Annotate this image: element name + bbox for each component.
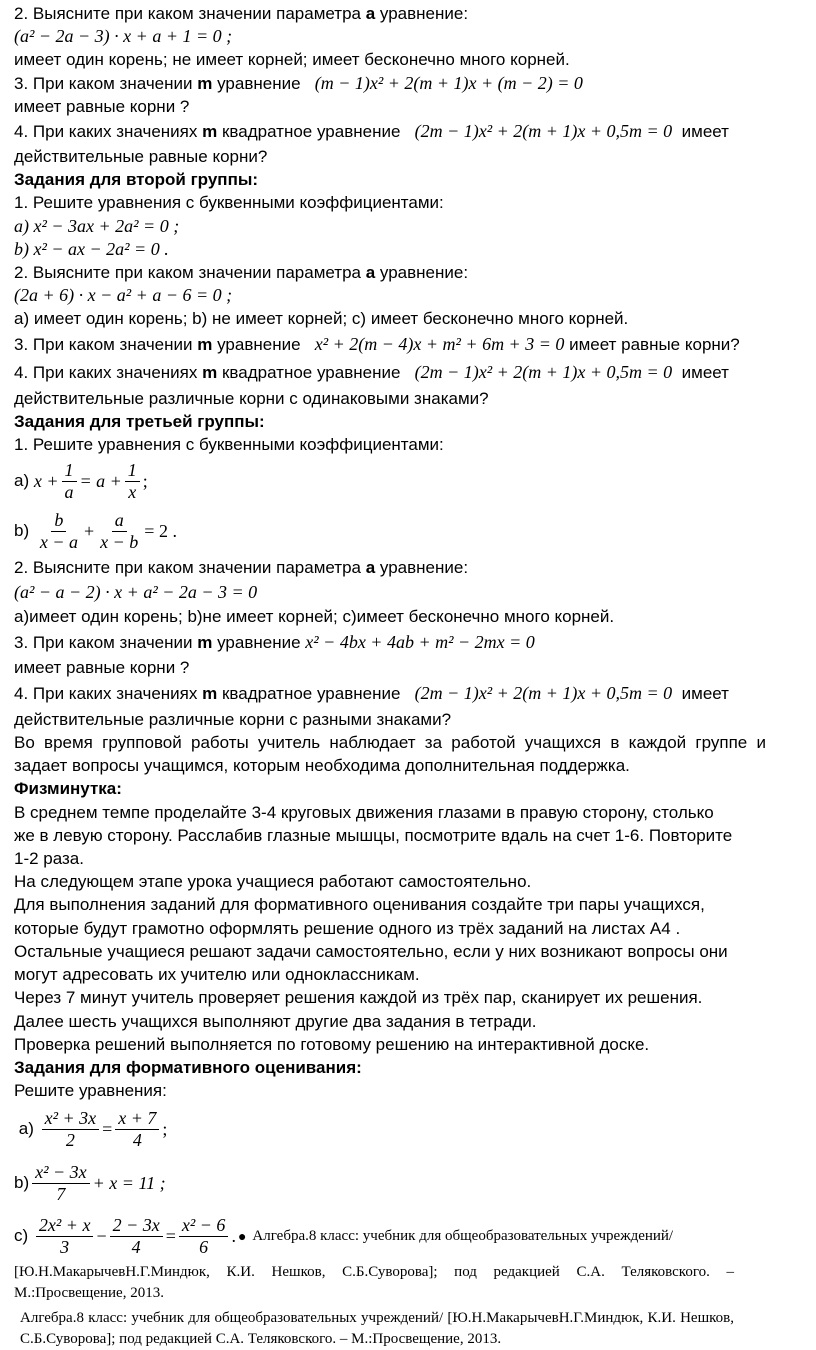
fraction: $\frac{2 - 3x}{4}$ [110,1215,163,1258]
formative-eq-b: b) $\frac{\text{x² − 3x}}{7}$ + x = 11 ; [14,1161,166,1204]
g3-task1a: а) x + $\frac{1}{a}$ = a + $\frac{1}{x}$ ; [14,459,148,502]
g1-task2-equation: (a² − 2a − 3) · x + a + 1 = 0 ; [14,26,233,47]
g3-task2-line: 2. Выясните при каком значении параметра а уравнение: [14,558,469,578]
reference-1-cont: [Ю.Н.МакарычевН.Г.Миндюк, К.И. Нешков, С.Б.Суворова]; под редакцией С.А. Теляковского. – М.:Просвещение, 2013. [14,1264,734,1302]
formative-eq-a: а) $\frac{\text{x² + 3x}}{2}$ = $\frac{x + 7}{4}$ ; [18,1107,168,1150]
reference-1-start: Алгебра.8 класс: учебник для общеобразовательных учреждений/ [252,1227,674,1244]
phys-title: Физминутка: [14,779,122,799]
paragraph-3b: могут адресовать их учителю или одноклассникам. [14,965,420,985]
g1-task4-end: действительные равные корни? [14,147,268,167]
paragraph-1: На следующем этапе урока учащиеся работают самостоятельно. [14,872,532,892]
g2-task2-line: 2. Выясните при каком значении параметра а уравнение: [14,263,469,283]
g2-task4-equation: (2m − 1)x² + 2(m + 1)x + 0,5m = 0 [414,361,673,382]
paragraph-4a: Через 7 минут учитель проверяет решения каждой из трёх пар, сканирует их решения. [14,988,703,1008]
g1-task4-equation: (2m − 1)x² + 2(m + 1)x + 0,5m = 0 [414,121,673,142]
g2-task2-equation: (2a + 6) · x − a² + a − 6 = 0 ; [14,285,233,306]
g1-task4-line: 4. При каких значениях m квадратное уравнение (2m − 1)x² + 2(m + 1)x + 0,5m = 0 имеет [14,121,729,142]
fraction: $\frac{\text{x² − 6}}{6}$ [179,1215,229,1258]
g1-task3-equation: (m − 1)x² + 2(m + 1)x + (m − 2) = 0 [314,72,583,93]
fraction: $\frac{b}{x - a}$ [39,509,78,552]
g2-task3-line: 3. При каком значении m уравнение x² + 2(m − 4)x + m² + 6m + 3 = 0 имеет равные корни? [14,333,740,354]
fraction: $\frac{\text{2x² + x}}{3}$ [36,1215,94,1258]
g3-task4-equation: (2m − 1)x² + 2(m + 1)x + 0,5m = 0 [414,682,673,703]
g3-task4-end: действительные различные корни с разными знаками? [14,709,452,729]
paragraph-5: Проверка решений выполняется по готовому решению на интерактивной доске. [14,1034,650,1054]
fraction: $\frac{1}{a}$ [62,460,77,503]
fraction: $\frac{a}{x - b}$ [100,509,139,552]
g2-task4-line: 4. При каких значениях m квадратное уравнение (2m − 1)x² + 2(m + 1)x + 0,5m = 0 имеет [14,361,729,382]
formative-intro: Решите уравнения: [14,1081,167,1101]
phys-line-3: 1-2 раза. [14,849,84,869]
g2-task1: 1. Решите уравнения с буквенными коэффициентами: [14,193,444,213]
document-page [14,2,804,1350]
phys-line-1: В среднем темпе проделайте 3-4 круговых движения глазами в правую сторону, столько [14,802,714,822]
g3-task4-line: 4. При каких значениях m квадратное уравнение (2m − 1)x² + 2(m + 1)x + 0,5m = 0 имеет [14,682,729,703]
g1-task2-line: 2. Выясните при каком значении параметра а уравнение: [14,4,469,23]
g3-task1: 1. Решите уравнения с буквенными коэффициентами: [14,435,444,455]
formative-eq-c: c) $\frac{\text{2x² + x}}{3}$ − $\frac{2 - 3x}{4}$ = $\frac{\text{x² − 6}}{6}$ . ● Алгебра.8 класс: учебник для общеобразовательных учреждений/ [14,1214,674,1257]
phys-line-2: же в левую сторону. Расслабив глазные мышцы, посмотрите вдаль на счет 1-6. Повторите [14,825,733,845]
paragraph-2b: которые будут грамотно оформлять решение одного из трёх заданий на листах А4 . [14,918,681,938]
g2-task1a: а) x² − 3ax + 2a² = 0 ; [14,215,180,236]
g3-task2-cases: а)имеет один корень; b)не имеет корней; c)имеет бесконечно много корней. [14,607,615,627]
g2-task1b: b) x² − ax − 2a² = 0 . [14,238,169,259]
g2-title: Задания для второй группы: [14,170,259,190]
g3-task2-equation: (a² − a − 2) · x + a² − 2a − 3 = 0 [14,582,258,603]
g3-task1b: b) $\frac{b}{x - a}$ + $\frac{a}{x - b}$ = 2 . [14,509,177,552]
g1-task3-question: имеет равные корни ? [14,96,190,116]
g2-task4-end: действительные различные корни с одинаковыми знаками? [14,388,489,408]
bullet-icon: ● [237,1228,247,1245]
paragraph-4b: Далее шесть учащихся выполняют другие два задания в тетради. [14,1011,537,1031]
fraction: $\frac{\text{x² + 3x}}{2}$ [42,1108,100,1151]
paragraph-2a: Для выполнения заданий для формативного оценивания создайте три пары учащихся, [14,895,705,915]
g1-task3-line: 3. При каком значении m уравнение (m − 1)x² + 2(m + 1)x + (m − 2) = 0 [14,72,583,93]
fraction: $\frac{1}{x}$ [125,460,140,503]
paragraph-3a: Остальные учащиеся решают задачи самостоятельно, если у них возникают вопросы они [14,941,728,961]
formative-title: Задания для формативного оценивания: [14,1057,362,1077]
g3-task3-equation: x² − 4bx + 4ab + m² − 2mx = 0 [305,631,535,652]
g2-task3-equation: x² + 2(m − 4)x + m² + 6m + 3 = 0 [314,333,565,354]
g3-task3-line: 3. При каком значении m уравнение x² − 4bx + 4ab + m² − 2mx = 0 [14,631,535,652]
g1-task2-cases: имеет один корень; не имеет корней; имеет бесконечно много корней. [14,50,570,70]
reference-2: Алгебра.8 класс: учебник для общеобразовательных учреждений/ [Ю.Н.МакарычевН.Г.Миндюк, К.И. Нешков, С.Б.Суворова]; под редакцией С.А. Теляковского. – М.:Просвещение, 2013. [20,1310,734,1348]
fraction: $\frac{\text{x² − 3x}}{7}$ [32,1162,90,1205]
g2-task2-cases: а) имеет один корень; b) не имеет корней; c) имеет бесконечно много корней. [14,309,629,329]
g3-task3-question: имеет равные корни ? [14,657,190,677]
group-work-paragraph: Во время групповой работы учитель наблюдает за работой учащихся в каждой группе и задает вопросы учащимся, которым необходима дополнительная поддержка. [14,733,766,776]
g3-title: Задания для третьей группы: [14,411,265,431]
fraction: $\frac{x + 7}{4}$ [115,1108,159,1151]
